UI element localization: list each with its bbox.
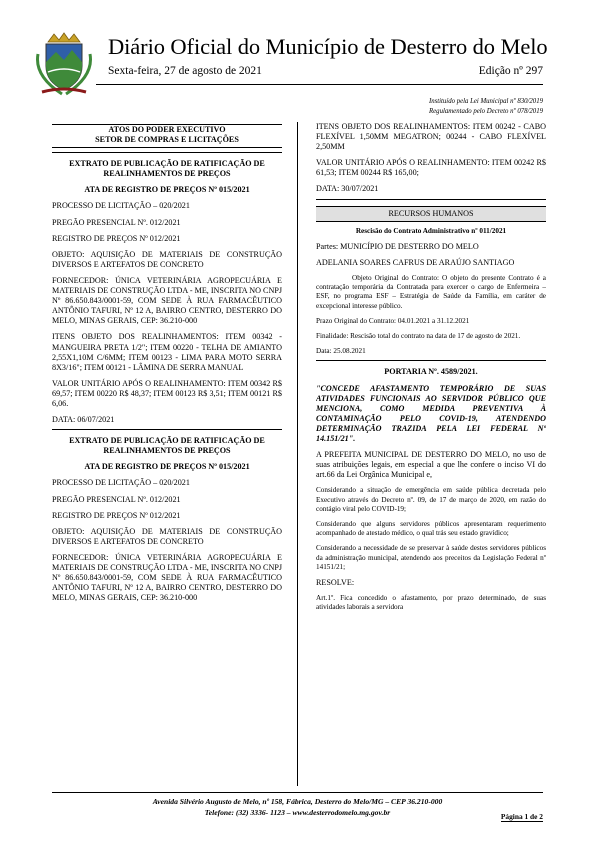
article-1: Art.1º. Fica concedido o afastamento, por prazo determinado, de suas atividades laborais a servidora	[316, 594, 546, 612]
issue-date: Sexta-feira, 27 de agosto de 2021	[108, 65, 262, 77]
edition-number: Edição nº 297	[478, 65, 543, 77]
ementa: "CONCEDE AFASTAMENTO TEMPORÁRIO DE SUAS ATIVIDADES FUNCIONAIS AO SERVIDOR PÚBLICO QUE MENCIONA, COMO MEDIDA PREVENTIVA À CONTAMINAÇÃO PELO COVID-19, ATENDENDO DETERMINAÇÃO TRAZIDA PELA LEI FEDERAL Nº 14.151/21".	[316, 383, 546, 444]
page-number: Página 1 de 2	[500, 812, 543, 821]
ata-title: ATA DE REGISTRO DE PREÇOS Nº 015/2021	[84, 462, 250, 472]
itens: ITENS OBJETO DOS REALINHAMENTOS: ITEM 00342 - MANGUEIRA PRETA 1/2"; ITEM 00220 - TELHA DE AMIANTO 2,55X1,10M C/6MM; ITEM 00123 - LIMA PARA MOTO SERRA 8X3/16"; ITEM 00121 - LÂMINA DE SERRA MANUAL	[52, 332, 282, 372]
pregao: PREGÃO PRESENCIAL Nº. 012/2021	[52, 217, 181, 227]
section-title: RECURSOS HUMANOS	[388, 208, 474, 218]
ata-title: ATA DE REGISTRO DE PREÇOS Nº 015/2021	[84, 185, 250, 195]
section-header	[52, 124, 282, 148]
data: DATA: 06/07/2021	[52, 415, 115, 425]
footer-rule	[52, 792, 543, 793]
rescisao-title: Rescisão do Contrato Administrativo nº 011/2021	[355, 226, 507, 235]
finalidade: Finalidade: Rescisão total do contrato na data de 17 de agosto de 2021.	[316, 332, 521, 341]
pregao: PREGÃO PRESENCIAL Nº. 012/2021	[52, 494, 181, 504]
valor: VALOR UNITÁRIO APÓS O REALINHAMENTO: ITEM 00342 R$ 69,57; ITEM 00220 R$ 48,37; ITEM 00123 R$ 3,51; ITEM 00121 R$ 6,06.	[52, 378, 282, 408]
fornecedor: FORNECEDOR: ÚNICA VETERINÁRIA AGROPECUÁRIA E MATERIAIS DE CONSTRUÇÃO LTDA - ME, INSCRITA NO CNPJ Nº 86.650.843/0001-59, COM SEDE À RUA FARMACÊUTICO ANTÔNIO TAFURI, Nº 12 A, BAIRRO CENTRO, DESTERRO DO MELO, MINAS GERAIS, CEP: 36.210-000	[52, 275, 282, 326]
institution-decree: Regulamentado pelo Decreto nº 078/2019	[429, 108, 543, 115]
header-rule	[96, 84, 543, 85]
divider	[52, 152, 282, 153]
extract-title: EXTRATO DE PUBLICAÇÃO DE RATIFICAÇÃO DE REALINHAMENTOS DE PREÇOS	[69, 159, 265, 179]
registro: REGISTRO DE PREÇOS Nº 012/2021	[52, 510, 181, 520]
contratada: ADELANIA SOARES CAFRUS DE ARAÚJO SANTIAGO	[316, 257, 515, 267]
section-title: ATOS DO PODER EXECUTIVO	[108, 125, 226, 134]
processo: PROCESSO DE LICITAÇÃO – 020/2021	[52, 478, 190, 488]
right-column	[316, 122, 546, 784]
page-title: Diário Oficial do Município de Desterro do Melo	[108, 34, 548, 59]
processo: PROCESSO DE LICITAÇÃO – 020/2021	[52, 201, 190, 211]
column-divider	[297, 122, 298, 786]
objeto: OBJETO: AQUISIÇÃO DE MATERIAIS DE CONSTRUÇÃO DIVERSOS E ARTEFATOS DE CONCRETO	[52, 526, 282, 546]
registro: REGISTRO DE PREÇOS Nº 012/2021	[52, 233, 181, 243]
considerando-2: Considerando que alguns servidores públicos apresentaram requerimento acompanhado de atestado médico, o qual trás seu estado gravídico;	[316, 520, 546, 538]
institution-law: Instituído pela Lei Municipal nº 830/2019	[428, 98, 543, 105]
section-subtitle: SETOR DE COMPRAS E LICITAÇÕES	[95, 135, 239, 145]
divider	[52, 429, 282, 430]
resolve: RESOLVE:	[316, 578, 355, 588]
fornecedor: FORNECEDOR: ÚNICA VETERINÁRIA AGROPECUÁRIA E MATERIAIS DE CONSTRUÇÃO LTDA - ME, INSCRITA NO CNPJ Nº 86.650.843/0001-59, COM SEDE À RUA FARMACÊUTICO ANTÔNIO TAFURI, Nº 12 A, BAIRRO CENTRO, DESTERRO DO MELO, MINAS GERAIS, CEP: 36.210-000	[52, 552, 282, 603]
left-column	[52, 124, 282, 784]
footer-address: Avenida Silvério Augusto de Melo, nº 158, Fábrica, Desterro do Melo/MG – CEP 36.210-000	[152, 797, 443, 806]
data-rescisao: Data: 25.08.2021	[316, 347, 366, 356]
coat-of-arms-icon	[34, 32, 94, 96]
objeto: OBJETO: AQUISIÇÃO DE MATERIAIS DE CONSTRUÇÃO DIVERSOS E ARTEFATOS DE CONCRETO	[52, 249, 282, 269]
data: DATA: 30/07/2021	[316, 184, 379, 194]
considerando-1: Considerando a situação de emergência em saúde pública decretada pelo Executivo através do Decreto nº. 09, de 17 de março de 2020, em razão do contágio viral pelo COVID-19;	[316, 486, 546, 513]
valor: VALOR UNITÁRIO APÓS O REALINHAMENTO: ITEM 00242 R$ 61,53; ITEM 00244 R$ 165,00;	[316, 158, 546, 178]
considerando-3: Considerando a necessidade de se preservar à saúde destes servidores públicos da administração municipal, atendendo aos preceitos da Legislação Federal nº 14151/21;	[316, 544, 546, 571]
divider	[316, 199, 546, 200]
section-band	[316, 206, 546, 222]
objeto: Objeto Original do Contrato: O objeto do presente Contrato é a contratação temporária da Contratada para exercer o cargo de Enfermeira – ESF, no programa ESF – Estratégia de Saúde da Família, em caráter de excepcional interesse público.	[316, 274, 546, 310]
divider	[316, 360, 546, 361]
prazo: Prazo Original do Contrato: 04.01.2021 a 31.12.2021	[316, 316, 470, 325]
portaria-title: PORTARIA Nº. 4589/2021.	[384, 367, 478, 377]
itens: ITENS OBJETO DOS REALINHAMENTOS: ITEM 00242 - CABO FLEXÍVEL 1,50MM MEGATRON; 00244 - CABO FLEXÍVEL 2,50MM	[316, 122, 546, 152]
partes: Partes: MUNICÍPIO DE DESTERRO DO MELO	[316, 241, 479, 251]
footer-contact: Telefone: (32) 3336- 1123 – www.desterrodomelo.mg.gov.br	[204, 808, 391, 817]
extract-title: EXTRATO DE PUBLICAÇÃO DE RATIFICAÇÃO DE REALINHAMENTOS DE PREÇOS	[69, 436, 265, 456]
preamble: A PREFEITA MUNICIPAL DE DESTERRO DO MELO, no uso de suas atribuições legais, em especial a que lhe confere o inciso VI do art.66 da Lei Orgânica Municipal e,	[316, 450, 546, 480]
